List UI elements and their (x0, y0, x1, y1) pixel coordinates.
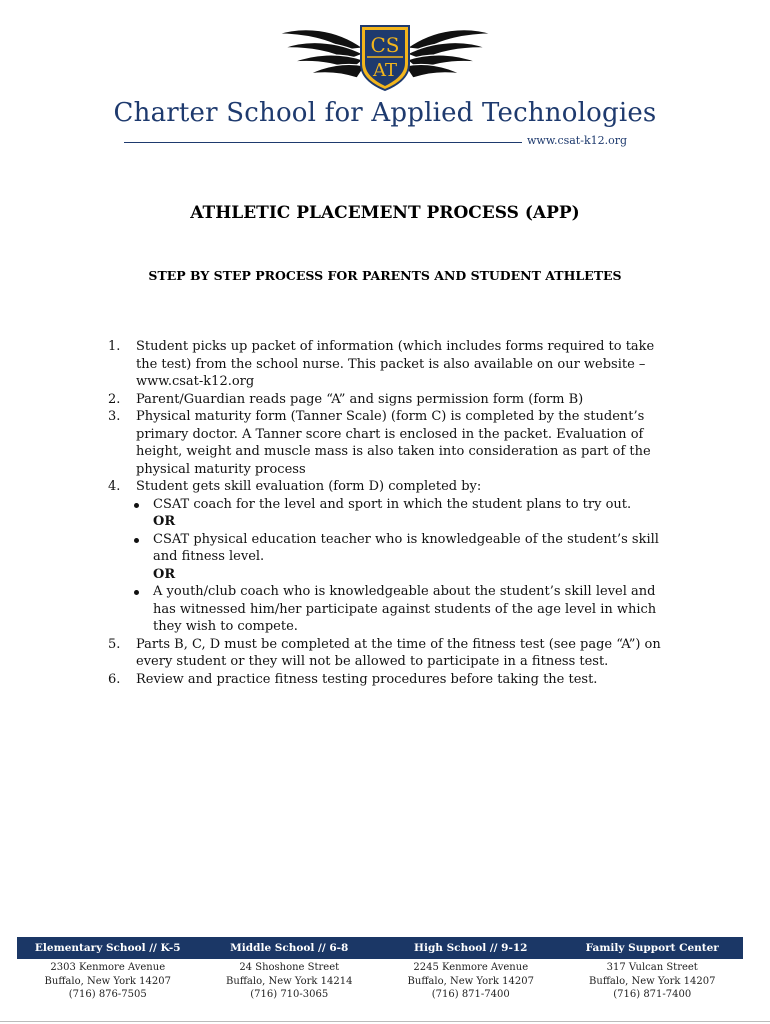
footer-address-high (380, 961, 562, 1002)
school-name: Charter School for Applied Technologies (113, 98, 657, 128)
phone: (716) 871-7400 (431, 989, 510, 1000)
footer-bar (17, 937, 743, 959)
footer-heading-family-support: Family Support Center (585, 942, 719, 954)
evaluator-options (108, 496, 674, 636)
csat-winged-shield-logo (275, 20, 495, 92)
step-text: Parts B, C, D must be completed at the time of the fitness test (see page “A”) on every student or they will not be allowed to participate in a fitness test. (136, 636, 661, 669)
city: Buffalo, New York 14207 (589, 975, 716, 987)
list-item (108, 531, 674, 584)
steps-list (108, 338, 674, 688)
or-label: OR (153, 514, 176, 529)
bullet-icon (134, 538, 139, 543)
bullet-text: CSAT coach for the level and sport in which the student plans to try out. (153, 496, 632, 512)
list-item (108, 391, 674, 409)
step-text: Parent/Guardian reads page “A” and signs permission form (form B) (136, 391, 584, 407)
list-item (108, 636, 674, 671)
step-text: Physical maturity form (Tanner Scale) (form C) is completed by the student’s primary doctor. A Tanner score chart is enclosed in the packet. Evaluation of height, weight and muscle mass is also taken into consideration as part of the physical maturity process (136, 409, 651, 477)
footer-heading-elementary: Elementary School // K-5 (34, 942, 181, 954)
document-title: ATHLETIC PLACEMENT PROCESS (APP) (190, 203, 580, 223)
bullet-text: CSAT physical education teacher who is knowledgeable of the student’s skill and fitness level. (153, 531, 659, 564)
list-item (108, 583, 674, 636)
bullet-icon (134, 590, 139, 595)
step-text: Student picks up packet of information (which includes forms required to take the test) from the school nurse. This packet is also available on our website – www.csat-k12.org (136, 339, 655, 389)
city: Buffalo, New York 14214 (226, 975, 353, 987)
street: 2245 Kenmore Avenue (413, 962, 529, 973)
step-number: 3. (108, 409, 121, 424)
step-text: Student gets skill evaluation (form D) completed by: (136, 479, 482, 494)
list-item (108, 671, 674, 689)
step-number: 5. (108, 636, 121, 652)
list-item (108, 478, 674, 496)
step-number: 6. (108, 671, 121, 687)
step-number: 4. (108, 479, 121, 494)
logo-text-at: AT (372, 60, 398, 81)
footer-heading-middle: Middle School // 6-8 (230, 942, 349, 954)
phone: (716) 871-7400 (613, 989, 692, 1000)
letterhead-rule (124, 142, 522, 143)
list-item (108, 496, 674, 531)
page-bottom-edge (0, 1021, 770, 1022)
phone: (716) 710-3065 (250, 989, 329, 1000)
or-label: OR (153, 566, 176, 582)
step-number: 1. (108, 339, 121, 354)
list-item (108, 338, 674, 391)
street: 24 Shoshone Street (239, 962, 340, 973)
list-item (108, 408, 674, 478)
logo-text-cs: CS (370, 33, 400, 57)
footer-address-middle (199, 961, 381, 1002)
street: 2303 Kenmore Avenue (50, 962, 166, 973)
bullet-icon (134, 503, 139, 508)
phone: (716) 876-7505 (68, 989, 147, 1000)
document-subtitle: STEP BY STEP PROCESS FOR PARENTS AND STUDENT ATHLETES (148, 268, 622, 283)
footer-heading-high: High School // 9-12 (414, 942, 528, 954)
footer-addresses (17, 961, 743, 1002)
city: Buffalo, New York 14207 (407, 975, 534, 987)
street: 317 Vulcan Street (606, 962, 698, 973)
city: Buffalo, New York 14207 (44, 975, 171, 987)
bullet-text: A youth/club coach who is knowledgeable about the student’s skill level and has witnessed him/her participate against students of the age level in which they wish to compete. (153, 584, 657, 634)
website-link[interactable]: www.csat-k12.org (527, 134, 628, 147)
step-number: 2. (108, 391, 121, 407)
footer-address-family-support (562, 961, 744, 1002)
footer-address-elementary (17, 961, 199, 1002)
step-text: Review and practice fitness testing procedures before taking the test. (136, 671, 598, 687)
